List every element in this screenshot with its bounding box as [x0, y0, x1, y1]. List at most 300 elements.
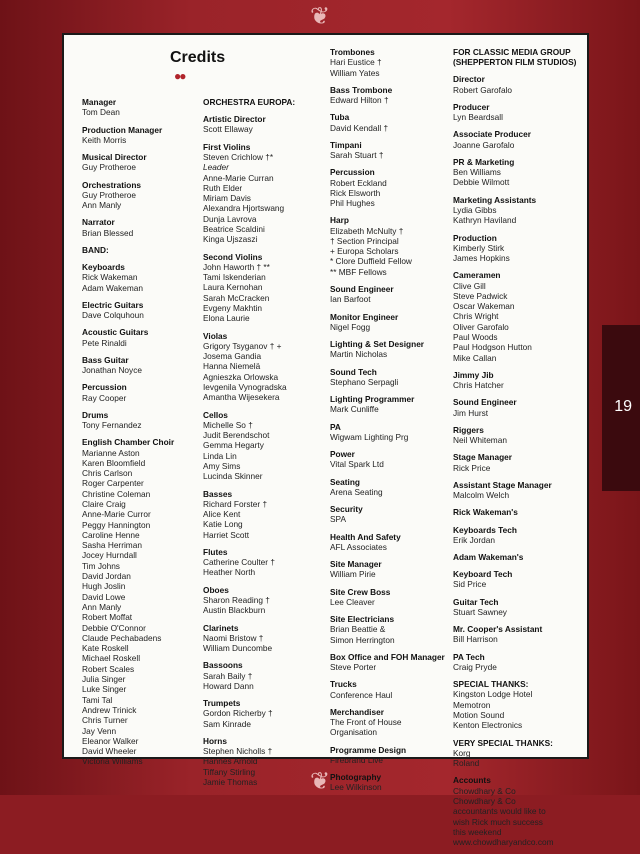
credit-heading: Violas: [203, 330, 228, 341]
credit-heading: Trumpets: [203, 698, 241, 709]
credit-heading: Trombones: [330, 47, 375, 57]
credit-section: [330, 745, 450, 766]
credit-section: [82, 300, 197, 321]
credit-heading: Harp: [330, 215, 349, 226]
credit-section: [330, 215, 450, 277]
credit-name: Sarah Stuart †: [330, 150, 384, 160]
credit-name: this weekend: [453, 826, 502, 837]
credit-name: Conference Haul: [330, 689, 393, 700]
credit-section: [203, 142, 323, 245]
credit-name: Chris Carlson: [82, 468, 133, 479]
credit-name: Korg: [453, 747, 471, 758]
credit-name: Chowdhary & Co: [453, 795, 516, 806]
credit-heading: Bass Guitar: [82, 354, 129, 365]
credit-name: Lee Wilkinson: [330, 782, 382, 793]
credit-name: Tim Johns: [82, 560, 120, 571]
credit-name: Debbie Wilmott: [453, 177, 510, 188]
credit-name: Sarah Baily †: [203, 670, 253, 681]
page-title: Credits: [170, 49, 226, 66]
credit-name: Hanna Niemelä: [203, 361, 261, 372]
credit-section: [330, 449, 450, 470]
credit-section: [330, 707, 450, 738]
credit-section: [453, 552, 583, 562]
credit-name: Austin Blackburn: [203, 605, 266, 616]
credit-name: Agnieszka Orlowska: [203, 371, 279, 382]
credit-heading: Rick Wakeman's: [453, 507, 518, 518]
credit-heading: Merchandiser: [330, 706, 384, 717]
credit-name: Debbie O'Connor: [82, 622, 146, 633]
credit-section: [453, 597, 583, 618]
credit-heading: First Violins: [203, 141, 251, 152]
credit-name: Guy Protheroe: [82, 189, 136, 200]
credit-name: Richard Forster †: [203, 498, 268, 509]
credit-name: Jocey Hurndall: [82, 550, 137, 561]
credit-name: Rick Price: [453, 462, 491, 473]
credit-section: [203, 660, 323, 691]
credit-heading: Monitor Engineer: [330, 311, 399, 322]
credit-section: [453, 370, 583, 391]
credit-name: Elona Laurie: [203, 313, 250, 324]
credit-section: [203, 698, 323, 729]
credit-name: Motion Sound: [453, 710, 505, 721]
credit-name: Robert Eckland: [330, 177, 387, 188]
credit-name: Judit Berendschot: [203, 430, 270, 441]
credit-name: David Lowe: [82, 591, 126, 602]
credit-name: accountants would like to: [453, 806, 546, 817]
credit-heading: Production: [453, 232, 497, 243]
credit-name: Sharon Reading †: [203, 594, 270, 605]
credit-section: [330, 394, 450, 415]
credit-name: Simon Herrington: [330, 634, 395, 645]
credit-heading: Keyboard Tech: [453, 569, 513, 580]
credit-name: Tony Fernandez: [82, 420, 142, 430]
credit-heading: Tuba: [330, 112, 350, 123]
credit-heading: Keyboards: [82, 262, 125, 272]
credit-name: Anne-Marie Curror: [82, 509, 151, 520]
credit-name: Chowdhary & Co: [453, 785, 516, 796]
credit-heading: Second Violins: [203, 251, 263, 262]
credit-heading: Lighting Programmer: [330, 394, 415, 405]
credit-name: Bill Harrison: [453, 634, 498, 645]
credit-name: Phil Hughes: [330, 198, 375, 209]
credit-section: [330, 112, 450, 133]
credit-section: [453, 525, 583, 546]
credit-name: Ben Williams: [453, 167, 501, 178]
credit-name: Katie Long: [203, 519, 243, 530]
credit-name: Eleanor Walker: [82, 735, 139, 746]
credit-section: [203, 331, 323, 403]
credit-name: ** MBF Fellows: [330, 266, 387, 277]
credits-sheet: [62, 33, 589, 848]
credit-name: Hari Eustice †: [330, 57, 382, 68]
credit-name: Linda Lin: [203, 450, 237, 461]
credit-heading: FOR CLASSIC MEDIA GROUP (SHEPPERTON FILM STUDIOS): [453, 47, 577, 68]
credit-heading: PR & Marketing: [453, 156, 515, 167]
credit-name: Scott Ellaway: [203, 124, 253, 135]
credit-name: Firebrand Live: [330, 754, 384, 765]
credit-section: [330, 47, 450, 78]
credit-section: [82, 217, 197, 238]
credit-name: + Europa Scholars: [330, 246, 399, 257]
credit-name: Rick Elsworth: [330, 187, 381, 198]
credit-section: [82, 125, 197, 146]
credit-heading: Clarinets: [203, 622, 239, 633]
credit-section: [82, 262, 197, 293]
credit-name: Steven Crichlow †*: [203, 151, 274, 162]
credit-section: [453, 775, 583, 847]
credit-section: [453, 129, 583, 150]
credit-name: Steve Porter: [330, 662, 377, 673]
credit-section: [453, 74, 583, 95]
credit-name: Keith Morris: [82, 134, 127, 145]
credit-heading: Sound Tech: [330, 366, 377, 377]
credit-name: Organisation: [330, 727, 378, 738]
credit-name: Brian Blessed: [82, 227, 134, 238]
credit-section: [203, 252, 323, 324]
credit-heading: Site Manager: [330, 559, 382, 570]
credits-column-1: [82, 97, 197, 774]
credit-heading: Bassoons: [203, 660, 243, 671]
top-ornament: ❦: [309, 2, 331, 30]
credit-heading: Bass Trombone: [330, 84, 393, 95]
credit-name: Clive Gill: [453, 280, 486, 291]
credit-name: Jamie Thomas: [203, 777, 258, 787]
credit-section: [82, 437, 197, 766]
credit-name: Stuart Sawney: [453, 606, 507, 617]
credit-name: Adam Wakeman: [82, 282, 144, 293]
credit-section: [330, 477, 450, 498]
credit-name: Hugh Joslin: [82, 581, 126, 592]
heart-ornament-icon: ●●: [174, 69, 185, 83]
credit-section: [203, 410, 323, 482]
credit-section: [330, 339, 450, 360]
credit-heading: Power: [330, 449, 355, 460]
credit-name: Kinga Ujszaszi: [203, 234, 258, 245]
credit-section: [330, 652, 450, 673]
credit-heading: Assistant Stage Manager: [453, 479, 552, 490]
credit-name: Chris Turner: [82, 715, 128, 726]
credit-heading: Associate Producer: [453, 129, 531, 140]
credit-heading: Orchestrations: [82, 179, 142, 190]
credit-name: Rick Wakeman: [82, 272, 138, 283]
credit-heading: Timpani: [330, 139, 362, 150]
credit-name: Naomi Bristow †: [203, 632, 264, 643]
credit-section: [203, 114, 323, 135]
credit-heading: Stage Manager: [453, 452, 513, 463]
credit-name: David Kendall †: [330, 122, 389, 133]
credit-name: Gordon Richerby †: [203, 708, 273, 719]
credit-name: Harriet Scott: [203, 529, 250, 540]
credit-name: Robert Garofalo: [453, 84, 513, 95]
credit-name: Kate Roskell: [82, 643, 129, 654]
credit-name: Catherine Coulter †: [203, 557, 275, 568]
credit-heading: Artistic Director: [203, 114, 266, 125]
credit-section: [330, 140, 450, 161]
credits-column-3: [330, 47, 450, 800]
credit-name: Ruth Elder: [203, 182, 243, 193]
credit-name: John Haworth † **: [203, 261, 270, 272]
credit-heading: Riggers: [453, 424, 484, 435]
credit-name: Lydia Gibbs: [453, 204, 497, 215]
credit-section: [82, 410, 197, 431]
credit-section: [330, 312, 450, 333]
credit-name: David Jordan: [82, 571, 131, 582]
credit-name: Arena Seating: [330, 486, 383, 497]
credit-section: [330, 679, 450, 700]
credit-name: Robert Moffat: [82, 612, 133, 623]
credit-section: [453, 157, 583, 188]
credit-name: Christine Coleman: [82, 488, 151, 499]
credit-section: [82, 245, 197, 255]
credit-heading: Keyboards Tech: [453, 524, 517, 535]
credit-name: Victoria Williams: [82, 756, 143, 767]
credit-name: Roland: [453, 758, 480, 769]
credit-name: Ray Cooper: [82, 392, 127, 403]
credit-name: Sasha Herriman: [82, 540, 142, 551]
credit-name: Neil Whiteman: [453, 435, 507, 446]
credit-heading: Manager: [82, 97, 117, 107]
credit-section: [330, 284, 450, 305]
credit-name: Tami Iskenderian: [203, 272, 266, 283]
credit-name: Tiffany Stirling: [203, 766, 256, 777]
credit-heading: Production Manager: [82, 124, 163, 135]
credit-name: Brian Beattie &: [330, 624, 386, 635]
credit-name: Paul Hodgson Hutton: [453, 342, 532, 353]
credit-section: [330, 504, 450, 525]
credit-heading: Horns: [203, 735, 227, 746]
credit-heading: Jimmy Jib: [453, 369, 494, 380]
credit-section: [330, 85, 450, 106]
credit-section: [330, 587, 450, 608]
credit-section: [82, 355, 197, 376]
credit-name: Edward Hilton †: [330, 95, 389, 105]
credit-heading: Box Office and FOH Manager: [330, 651, 445, 662]
credit-name: Sid Price: [453, 579, 487, 590]
credit-name: William Duncombe: [203, 643, 273, 654]
credit-heading: Director: [453, 74, 485, 85]
credit-name: Craig Pryde: [453, 661, 497, 672]
credit-heading: Guitar Tech: [453, 596, 499, 607]
credit-name: Alice Kent: [203, 509, 241, 520]
credits-column-2: [203, 97, 323, 794]
credit-heading: Marketing Assistants: [453, 194, 537, 205]
credit-name: Beatrice Scaldini: [203, 223, 265, 234]
credit-section: [453, 480, 583, 501]
credit-heading: Security: [330, 504, 363, 515]
credit-section: [330, 167, 450, 208]
credit-section: [203, 489, 323, 540]
credit-name: wish Rick much success: [453, 816, 543, 827]
credit-name: Kathryn Haviland: [453, 215, 517, 226]
credit-name: Mike Callan: [453, 352, 497, 363]
credit-heading: Sound Engineer: [453, 397, 517, 408]
credit-name: Hannes Arnold: [203, 756, 258, 767]
credit-name: Guy Protheroe: [82, 162, 136, 173]
credit-section: [453, 569, 583, 590]
credit-section: [453, 233, 583, 264]
credit-section: [82, 97, 197, 118]
credit-name: Peggy Hannington: [82, 519, 151, 530]
credit-heading: Adam Wakeman's: [453, 552, 524, 563]
credit-name: Ann Manly: [82, 200, 122, 210]
credit-name: Oscar Wakeman: [453, 301, 515, 312]
credit-name: Robert Scales: [82, 663, 135, 674]
credit-section: [453, 102, 583, 123]
credit-section: [203, 547, 323, 578]
credit-name: Martin Nicholas: [330, 349, 388, 360]
credit-heading: Site Electricians: [330, 614, 395, 625]
credit-heading: Percussion: [82, 382, 127, 393]
credit-heading: Narrator: [82, 217, 115, 228]
credit-heading: VERY SPECIAL THANKS:: [453, 737, 553, 748]
credit-name: The Front of House: [330, 717, 402, 728]
credit-name: Wigwam Lighting Prg: [330, 431, 409, 442]
credit-section: [453, 507, 583, 517]
credit-name: Mark Cunliffe: [330, 404, 379, 415]
credit-heading: Producer: [453, 101, 490, 112]
credit-name: Claude Pechabadens: [82, 632, 162, 643]
credit-section: [82, 180, 197, 211]
credit-heading: Oboes: [203, 584, 229, 595]
credit-name: David Wheeler: [82, 746, 137, 757]
credit-name: Howard Dann: [203, 680, 254, 691]
credit-name: Ievgenila Vynogradska: [203, 381, 287, 392]
credit-name: Erik Jordan: [453, 534, 495, 545]
credit-heading: Acoustic Guitars: [82, 327, 149, 338]
credit-section: [453, 624, 583, 645]
credit-name: * Clore Duffield Fellow: [330, 256, 412, 267]
credit-name: Lee Cleaver: [330, 596, 375, 607]
credit-section: [203, 97, 323, 107]
credit-name: Leader: [203, 162, 229, 173]
credit-name: Chris Wright: [453, 311, 499, 322]
credit-section: [453, 452, 583, 473]
credit-heading: ORCHESTRA EUROPA:: [203, 97, 296, 107]
credit-name: Laura Kernohan: [203, 282, 263, 293]
bottom-ornament: ❦: [309, 767, 331, 795]
credit-section: [203, 585, 323, 616]
credit-section: [82, 327, 197, 348]
credit-section: [453, 652, 583, 673]
credit-heading: Sound Engineer: [330, 284, 394, 295]
credit-section: [330, 559, 450, 580]
credit-section: [453, 397, 583, 418]
credit-name: † Section Principal: [330, 235, 399, 246]
credit-section: [203, 736, 323, 787]
credit-section: [330, 772, 450, 793]
credit-heading: PA: [330, 421, 341, 432]
credit-heading: SPECIAL THANKS:: [453, 679, 529, 690]
credit-name: Evgeny Makhtin: [203, 302, 263, 313]
credit-name: James Hopkins: [453, 253, 510, 263]
credit-name: Karen Bloomfield: [82, 457, 146, 468]
page-number: 19: [614, 398, 632, 415]
credit-name: Amy Sims: [203, 460, 241, 471]
credit-heading: Mr. Cooper's Assistant: [453, 624, 543, 635]
credit-name: Gemma Hegarty: [203, 440, 264, 451]
credit-section: [82, 152, 197, 173]
credit-heading: Electric Guitars: [82, 299, 144, 310]
credit-name: Alexandra Hjortswang: [203, 203, 285, 214]
credit-heading: Cameramen: [453, 270, 501, 281]
credit-section: [453, 425, 583, 446]
credit-name: Michelle So †: [203, 419, 253, 430]
credit-heading: Lighting & Set Designer: [330, 339, 425, 350]
credit-name: Amantha Wijesekera: [203, 392, 280, 403]
credit-section: [453, 195, 583, 226]
credit-name: Dunja Lavrova: [203, 213, 257, 224]
credit-name: Kingston Lodge Hotel: [453, 689, 533, 700]
credit-heading: English Chamber Choir: [82, 437, 175, 448]
credit-section: [453, 47, 583, 67]
credit-name: Jim Hurst: [453, 407, 489, 418]
credit-name: Julia Singer: [82, 674, 126, 685]
credit-name: AFL Associates: [330, 541, 387, 552]
credit-name: Malcolm Welch: [453, 490, 510, 501]
credit-name: Michael Roskell: [82, 653, 141, 664]
credit-name: Miriam Davis: [203, 193, 251, 204]
credit-section: [330, 367, 450, 388]
credit-name: Caroline Henne: [82, 529, 140, 540]
credit-name: Dave Colquhoun: [82, 310, 144, 320]
credit-name: Sarah McCracken: [203, 292, 270, 303]
credit-name: Claire Craig: [82, 498, 126, 509]
credit-name: Memotron: [453, 699, 491, 710]
credit-section: [453, 738, 583, 769]
credit-name: Josema Gandia: [203, 351, 262, 362]
credit-name: Marianne Aston: [82, 447, 140, 458]
credit-name: Chris Hatcher: [453, 380, 504, 391]
credit-name: Oliver Garofalo: [453, 321, 509, 332]
credit-section: [330, 614, 450, 645]
credit-section: [453, 270, 583, 363]
credit-heading: Drums: [82, 409, 109, 420]
credit-name: Pete Rinaldi: [82, 337, 127, 348]
credit-heading: Basses: [203, 488, 233, 499]
credit-name: Heather North: [203, 567, 256, 578]
credit-name: SPA: [330, 514, 346, 525]
credit-section: [82, 382, 197, 403]
credit-name: Tami Tal: [82, 694, 113, 705]
credit-heading: Flutes: [203, 546, 228, 557]
credit-name: Luke Singer: [82, 684, 127, 695]
credit-name: Lucinda Skinner: [203, 471, 263, 482]
credit-name: Elizabeth McNulty †: [330, 225, 404, 236]
credit-name: Stephano Serpagli: [330, 376, 399, 387]
credit-heading: Musical Director: [82, 152, 147, 162]
credit-section: [330, 532, 450, 553]
credits-column-4: [453, 47, 583, 854]
credit-name: www.chowdharyandco.com: [453, 837, 554, 848]
credit-name: Steve Padwick: [453, 290, 508, 301]
credit-heading: PA Tech: [453, 651, 485, 662]
credit-name: Jay Venn: [82, 725, 117, 736]
credit-name: Andrew Trinick: [82, 704, 137, 715]
credit-name: Ann Manly: [82, 601, 122, 612]
credit-name: Grigory Tsyganov † +: [203, 340, 282, 351]
credit-heading: Health And Safety: [330, 531, 401, 542]
credit-section: [203, 623, 323, 654]
credit-name: Roger Carpenter: [82, 478, 144, 489]
credit-name: Kenton Electronics: [453, 720, 523, 731]
credit-name: Sam Kinrade: [203, 718, 251, 729]
credit-heading: Site Crew Boss: [330, 586, 391, 597]
credit-name: Nigel Fogg: [330, 321, 371, 332]
credit-heading: Accounts: [453, 775, 491, 786]
credit-name: Stephen Nicholls †: [203, 746, 273, 757]
credit-name: Tom Dean: [82, 107, 120, 118]
credit-heading: Percussion: [330, 167, 375, 178]
